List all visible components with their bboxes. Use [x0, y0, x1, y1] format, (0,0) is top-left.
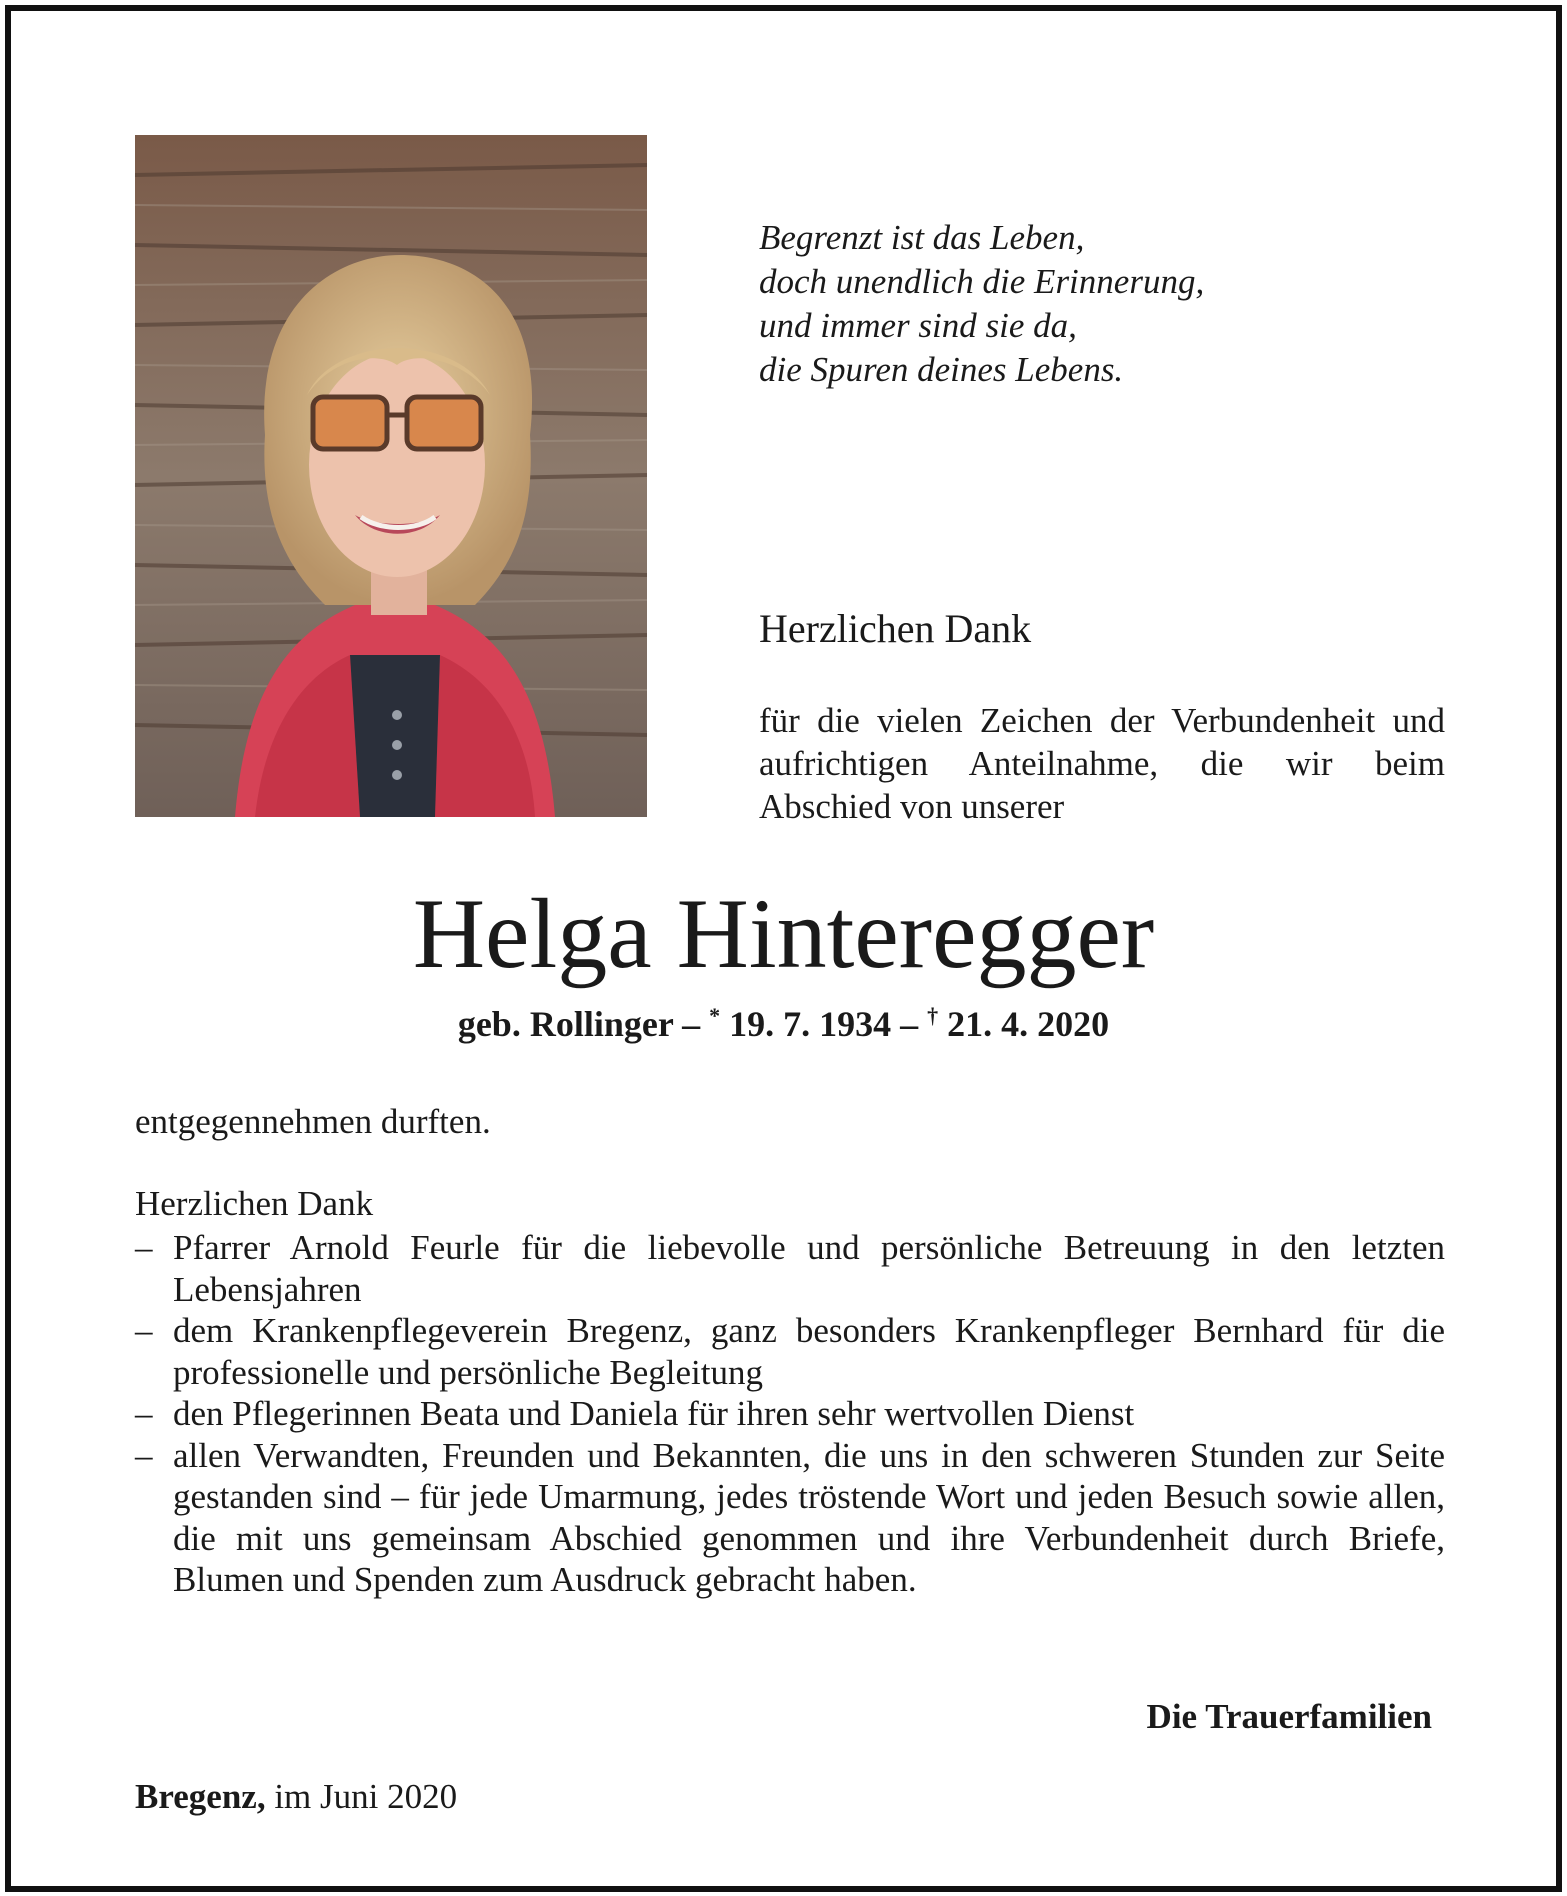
poem-line: doch unendlich die Erinnerung,: [759, 262, 1205, 301]
born-symbol: *: [709, 1003, 721, 1028]
list-item-text: allen Verwandten, Freunden und Bekannten, die uns in den schweren Stunden zur Seite gestanden sind – für jede Umarmung, jedes tröstende Wort und jeden Besuch sowie allen, die mit uns gemeinsam Abschied genommen und ihre Verbundenheit durch Briefe, Blumen und Spenden zum Ausdruck gebracht haben.: [173, 1435, 1445, 1599]
deceased-name: Helga Hinteregger: [412, 878, 1155, 989]
dash-bullet: –: [135, 1435, 153, 1475]
portrait-photo: [135, 135, 647, 817]
poem-line: die Spuren deines Lebens.: [759, 350, 1124, 389]
obituary-frame: [5, 5, 1562, 1892]
thanks-heading: Herzlichen Dank: [759, 606, 1032, 651]
life-dates: [11, 1003, 1556, 1045]
body-thanks-heading: Herzlichen Dank: [135, 1184, 374, 1223]
list-item-text: dem Krankenpflegeverein Bregenz, ganz besonders Krankenpfleger Bernhard für die professionelle und persönliche Begleitung: [173, 1311, 1445, 1392]
memorial-poem: [759, 216, 1204, 392]
thanks-text: für die vielen Zeichen der Verbundenheit und aufrichtigen Anteilnahme, die wir beim Abschied von unserer: [759, 701, 1445, 826]
birth-date: 19. 7. 1934: [720, 1004, 892, 1044]
dash-bullet: –: [135, 1394, 153, 1433]
poem-line: und immer sind sie da,: [759, 306, 1077, 345]
continuation-text: entgegennehmen durften.: [135, 1102, 491, 1141]
separator: –: [673, 1004, 710, 1044]
maiden-name: geb. Rollinger: [457, 1004, 674, 1044]
separator: –: [891, 1004, 928, 1044]
list-item-text: Pfarrer Arnold Feurle für die liebevolle und persönliche Betreuung in den letzten Lebensjahren: [173, 1228, 1445, 1309]
list-item: [135, 1393, 1445, 1435]
death-date: 21. 4. 2020: [938, 1004, 1110, 1044]
place-date-text: im Juni 2020: [265, 1777, 458, 1816]
list-item: [135, 1435, 1445, 1601]
thanks-list: [135, 1227, 1445, 1601]
list-item-text: den Pflegerinnen Beata und Daniela für ihren sehr wertvollen Dienst: [173, 1394, 1135, 1433]
died-symbol: †: [927, 1003, 939, 1028]
poem-line: Begrenzt ist das Leben,: [759, 218, 1085, 257]
signature: Die Trauerfamilien: [1146, 1697, 1432, 1736]
list-item: [135, 1310, 1445, 1393]
place-city: Bregenz,: [135, 1777, 266, 1816]
dash-bullet: –: [135, 1311, 153, 1350]
list-item: [135, 1227, 1445, 1310]
dash-bullet: –: [135, 1228, 153, 1267]
place-date: [135, 1777, 457, 1817]
